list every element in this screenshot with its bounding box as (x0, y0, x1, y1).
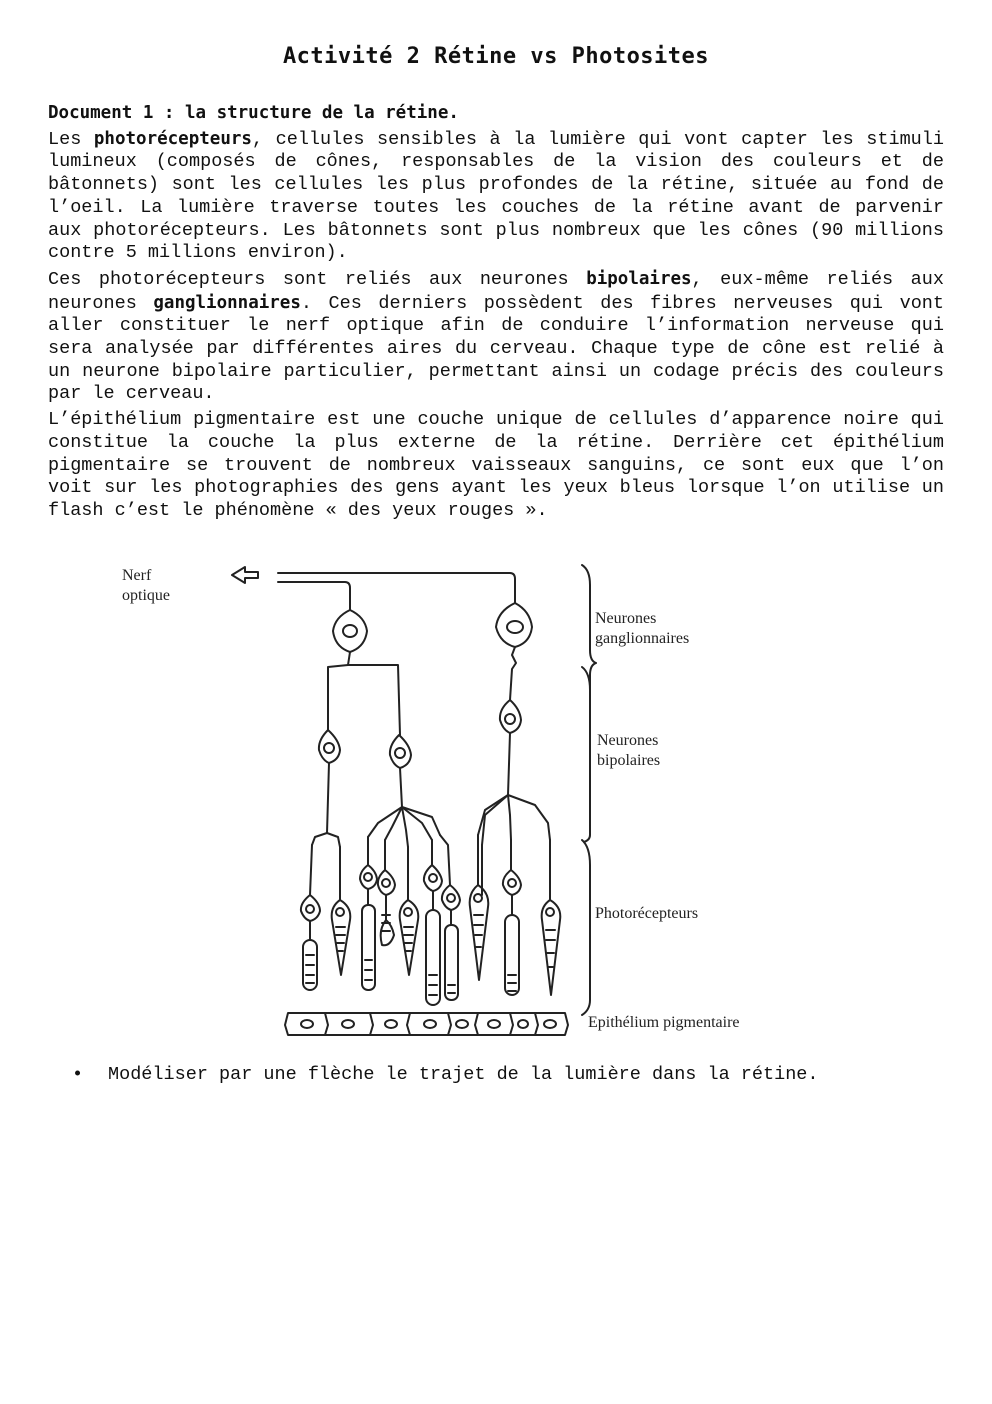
bipolar-cell-2 (368, 735, 440, 847)
document-heading: Document 1 : la structure de la rétine. (48, 103, 459, 123)
term-ganglionnaires: ganglionnaires (153, 292, 301, 313)
cone-photoreceptor (542, 840, 561, 995)
label-nerf-optique: Nerf (122, 567, 152, 584)
task-instruction (72, 1064, 819, 1085)
rod-photoreceptor (503, 840, 521, 995)
rod-photoreceptor (378, 840, 395, 945)
optic-nerve-arrow-icon (232, 567, 258, 583)
rod-photoreceptor (440, 835, 460, 1000)
page-title: Activité 2 Rétine vs Photosites (282, 44, 710, 69)
ganglion-cell-2 (496, 603, 532, 700)
svg-text:ganglionnaires: ganglionnaires (595, 630, 690, 647)
rod-photoreceptor (424, 840, 442, 1005)
cone-photoreceptor (470, 835, 489, 980)
paragraph-neurons: Ces photorécepteurs sont reliés aux neurones bipolaires, eux-même reliés aux neurones ganglionnaires. Ces derniers possèdent des fibres nerveuses qui vont aller constituer le nerf optique afin de conduire l’information nerveuse qui sera analysée par différentes aires du cerveau. Chaque type de cône est relié à un neurone bipolaire particulier, permettant ainsi un codage précis des couleurs par le cerveau. (48, 268, 944, 405)
bipolar-cell-3 (478, 700, 550, 845)
label-epithelium-pigmentaire: Epithélium pigmentaire (588, 1014, 740, 1031)
term-photoreceptors: photorécepteurs (93, 128, 252, 149)
rod-photoreceptor (301, 845, 320, 990)
task-text: Modéliser par une flèche le trajet de la lumière dans la rétine. (108, 1064, 819, 1085)
document-1 (48, 100, 944, 526)
retina-diagram-svg (110, 555, 790, 1045)
bipolar-cell-1 (312, 730, 340, 847)
cone-photoreceptor (400, 847, 419, 975)
term-bipolaires: bipolaires (586, 268, 692, 289)
bullet-icon: • (72, 1064, 84, 1085)
ganglion-cell-1 (328, 610, 400, 735)
label-neurones-ganglionnaires: Neurones (595, 610, 657, 627)
paragraph-photoreceptors: Les photorécepteurs, cellules sensibles à la lumière qui vont capter les stimuli lumineux (composés de cônes, responsables de la vision des couleurs et de bâtonnets) sont les cellules les plus profondes de la rétine, située au fond de l’oeil. La lumière traverse toutes les couches de la rétine avant de parvenir aux photorécepteurs. Les bâtonnets sont plus nombreux que les cônes (90 millions contre 5 millions environ). (48, 128, 944, 264)
cone-photoreceptor (332, 847, 351, 975)
svg-text:optique: optique (122, 587, 170, 604)
bracket-photorecepteurs (582, 840, 590, 1015)
paragraph-epithelium: L’épithélium pigmentaire est une couche unique de cellules d’apparence noire qui constitue la couche la plus externe de la rétine. Derrière cet épithélium pigmentaire se trouvent de nombreux vaisseaux sanguins, ce sont eux que l’on voit sur les photographies des gens ayant les yeux bleus lorsque l’on utilise un flash c’est le phénomène « des yeux rouges ». (48, 409, 944, 521)
retina-diagram (110, 555, 790, 1045)
label-neurones-bipolaires: Neurones (597, 732, 659, 749)
rod-photoreceptor (360, 837, 377, 990)
pigment-epithelium (285, 1013, 568, 1035)
svg-text:bipolaires: bipolaires (597, 752, 661, 769)
label-photorecepteurs: Photorécepteurs (595, 905, 699, 922)
